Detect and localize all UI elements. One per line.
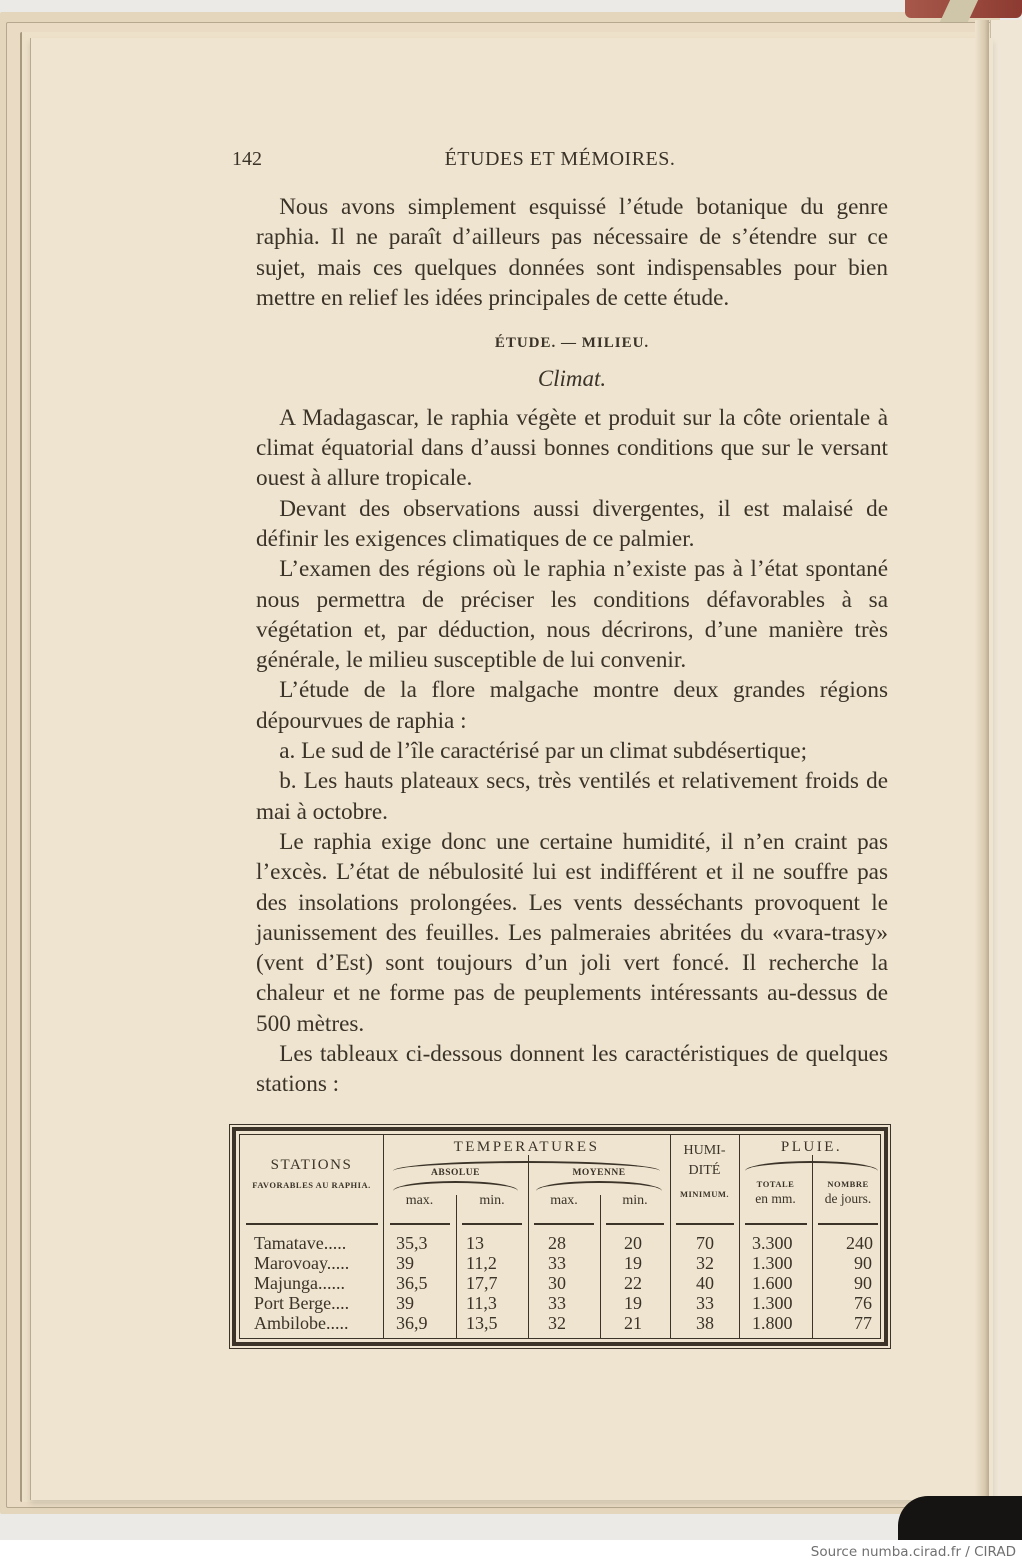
cell-pluie-totale: 1.600 <box>752 1273 793 1293</box>
table-row <box>240 1253 880 1273</box>
header-rule <box>745 1223 807 1225</box>
paragraph-text: b. Les hauts plateaux secs, très ventilés et relativement froids de mai à octobre. <box>256 768 888 825</box>
paragraph-text: Devant des observations aussi divergentes, il est malaisé de définir les exigences climatiques de ce palmier. <box>256 495 888 552</box>
cell-moy-max: 28 <box>548 1233 566 1253</box>
paragraph <box>256 554 888 675</box>
paragraph-text: L’étude de la flore malgache montre deux grandes régions dépourvues de raphia : <box>256 677 888 734</box>
list-item-a <box>256 736 888 766</box>
cell-moy-min: 20 <box>624 1233 642 1253</box>
page-header <box>232 148 888 178</box>
paragraph-text: Les tableaux ci-dessous donnent les caractéristiques de quelques stations : <box>256 1041 888 1098</box>
cell-abs-max: 39 <box>396 1293 414 1313</box>
cell-station: Port Berge.... <box>254 1293 350 1313</box>
header-moy-max: max. <box>550 1193 578 1208</box>
cell-pluie-jours: 90 <box>854 1253 872 1273</box>
cell-pluie-jours: 240 <box>846 1233 873 1253</box>
header-rule <box>462 1223 522 1225</box>
cell-humidite: 70 <box>696 1233 714 1253</box>
table-row <box>240 1313 880 1333</box>
header-temperatures: TEMPERATURES <box>453 1139 600 1155</box>
header-totale: TOTALE <box>756 1179 795 1189</box>
climate-table <box>232 1127 888 1346</box>
table-row <box>240 1293 880 1313</box>
cell-station: Ambilobe..... <box>254 1313 349 1333</box>
running-title: ÉTUDES ET MÉMOIRES. <box>444 148 676 170</box>
cell-abs-min: 11,3 <box>466 1293 497 1313</box>
cell-abs-min: 13 <box>466 1233 484 1253</box>
header-humidite-sub: MINIMUM. <box>679 1189 730 1199</box>
brace-decoration <box>745 1161 878 1171</box>
header-nombre: NOMBRE <box>827 1179 869 1189</box>
cell-abs-max: 39 <box>396 1253 414 1273</box>
table-row <box>240 1233 880 1253</box>
table-row <box>240 1273 880 1293</box>
brace-decoration <box>393 1181 518 1191</box>
header-pluie: PLUIE. <box>780 1139 843 1155</box>
body-text <box>256 192 888 1100</box>
cell-humidite: 40 <box>696 1273 714 1293</box>
dark-background-corner <box>898 1496 1022 1540</box>
header-moyenne: MOYENNE <box>572 1168 626 1178</box>
cell-moy-max: 33 <box>548 1253 566 1273</box>
header-rule <box>818 1223 878 1225</box>
facing-page-edge <box>990 20 1022 1510</box>
table-inner-frame <box>239 1134 881 1339</box>
paragraph <box>256 675 888 736</box>
header-stations: STATIONS <box>270 1157 353 1173</box>
paragraph <box>256 494 888 555</box>
header-rule <box>534 1223 594 1225</box>
cell-pluie-jours: 76 <box>854 1293 872 1313</box>
cell-abs-max: 36,5 <box>396 1273 428 1293</box>
section-label: ÉTUDE. — MILIEU. <box>494 335 650 352</box>
cell-abs-min: 13,5 <box>466 1313 498 1333</box>
header-moy-min: min. <box>622 1193 648 1208</box>
cell-station: Majunga...... <box>254 1273 345 1293</box>
spine-shadow <box>975 20 989 1510</box>
cell-moy-max: 30 <box>548 1273 566 1293</box>
header-rule <box>246 1223 378 1225</box>
header-nombre-unit: de jours. <box>824 1191 872 1206</box>
cell-station: Marovoay..... <box>254 1253 350 1273</box>
header-rule <box>606 1223 664 1225</box>
source-credit: Source numba.cirad.fr / CIRAD <box>810 1544 1016 1560</box>
page-number: 142 <box>232 148 262 170</box>
cell-station: Tamatave..... <box>254 1233 347 1253</box>
cell-humidite: 32 <box>696 1253 714 1273</box>
intro-paragraph <box>256 192 888 313</box>
paragraph-text: a. Le sud de l’île caractérisé par un climat subdésertique; <box>279 738 808 765</box>
header-humidite-1: HUMI- <box>683 1143 726 1158</box>
paragraph-text: Le raphia exige donc une certaine humidité, il n’en craint pas l’excès. L’état de nébulosité lui est indifférent et il ne souffre pas des insolations prolongées. Les vents desséchants provoquent le jaunissement des feuilles. Les palmeraies abritées du «vara-trasy» (vent d’Est) sont toujours d’un joli vert foncé. Il recherche la chaleur et ne forme pas de peuplements intéressants au-dessus de 500 mètres. <box>256 828 888 1037</box>
paragraph <box>256 1039 888 1100</box>
cell-pluie-totale: 3.300 <box>752 1233 793 1253</box>
paragraph-text: L’examen des régions où le raphia n’existe pas à l’état spontané nous permettra de préciser les conditions défavorables à sa végétation et, par déduction, nous décrirons, d’une manière très générale, le milieu susceptible de lui convenir. <box>256 556 888 674</box>
paragraph-text: A Madagascar, le raphia végète et produit sur la côte orientale à climat équatorial dans d’aussi bonnes conditions que sur le versant ouest à allure tropicale. <box>256 404 888 492</box>
cell-humidite: 38 <box>696 1313 714 1333</box>
header-totale-unit: en mm. <box>755 1191 796 1206</box>
paragraph <box>256 827 888 1039</box>
cell-abs-max: 36,9 <box>396 1313 428 1333</box>
paragraph <box>256 403 888 494</box>
cell-abs-min: 11,2 <box>466 1253 497 1273</box>
list-item-b <box>256 766 888 827</box>
header-absolue: ABSOLUE <box>431 1168 480 1178</box>
cell-moy-min: 19 <box>624 1293 642 1313</box>
brace-decoration <box>536 1181 662 1191</box>
cell-moy-min: 21 <box>624 1313 642 1333</box>
intro-text: Nous avons simplement esquissé l’étude botanique du genre raphia. Il ne paraît d’ailleurs pas nécessaire de s’étendre sur ce sujet, mais ces quelques données sont indispensables pour bien mettre en relief les idées principales de cette étude. <box>256 194 888 311</box>
header-rule <box>390 1223 450 1225</box>
cell-pluie-jours: 90 <box>854 1273 872 1293</box>
cell-moy-max: 32 <box>548 1313 566 1333</box>
cell-moy-min: 19 <box>624 1253 642 1273</box>
cell-moy-min: 22 <box>624 1273 642 1293</box>
cell-moy-max: 33 <box>548 1293 566 1313</box>
header-rule <box>676 1223 734 1225</box>
header-stations-sub: FAVORABLES AU RAPHIA. <box>252 1180 371 1190</box>
cell-abs-max: 35,3 <box>396 1233 428 1253</box>
header-abs-min: min. <box>479 1193 505 1208</box>
cell-pluie-totale: 1.300 <box>752 1293 793 1313</box>
cell-pluie-totale: 1.300 <box>752 1253 793 1273</box>
cell-pluie-totale: 1.800 <box>752 1313 793 1333</box>
header-humidite-2: DITÉ <box>688 1163 721 1178</box>
header-abs-max: max. <box>405 1193 434 1208</box>
cell-humidite: 33 <box>696 1293 714 1313</box>
section-title: Climat. <box>537 366 607 392</box>
cell-abs-min: 17,7 <box>466 1273 498 1293</box>
cell-pluie-jours: 77 <box>854 1313 872 1333</box>
